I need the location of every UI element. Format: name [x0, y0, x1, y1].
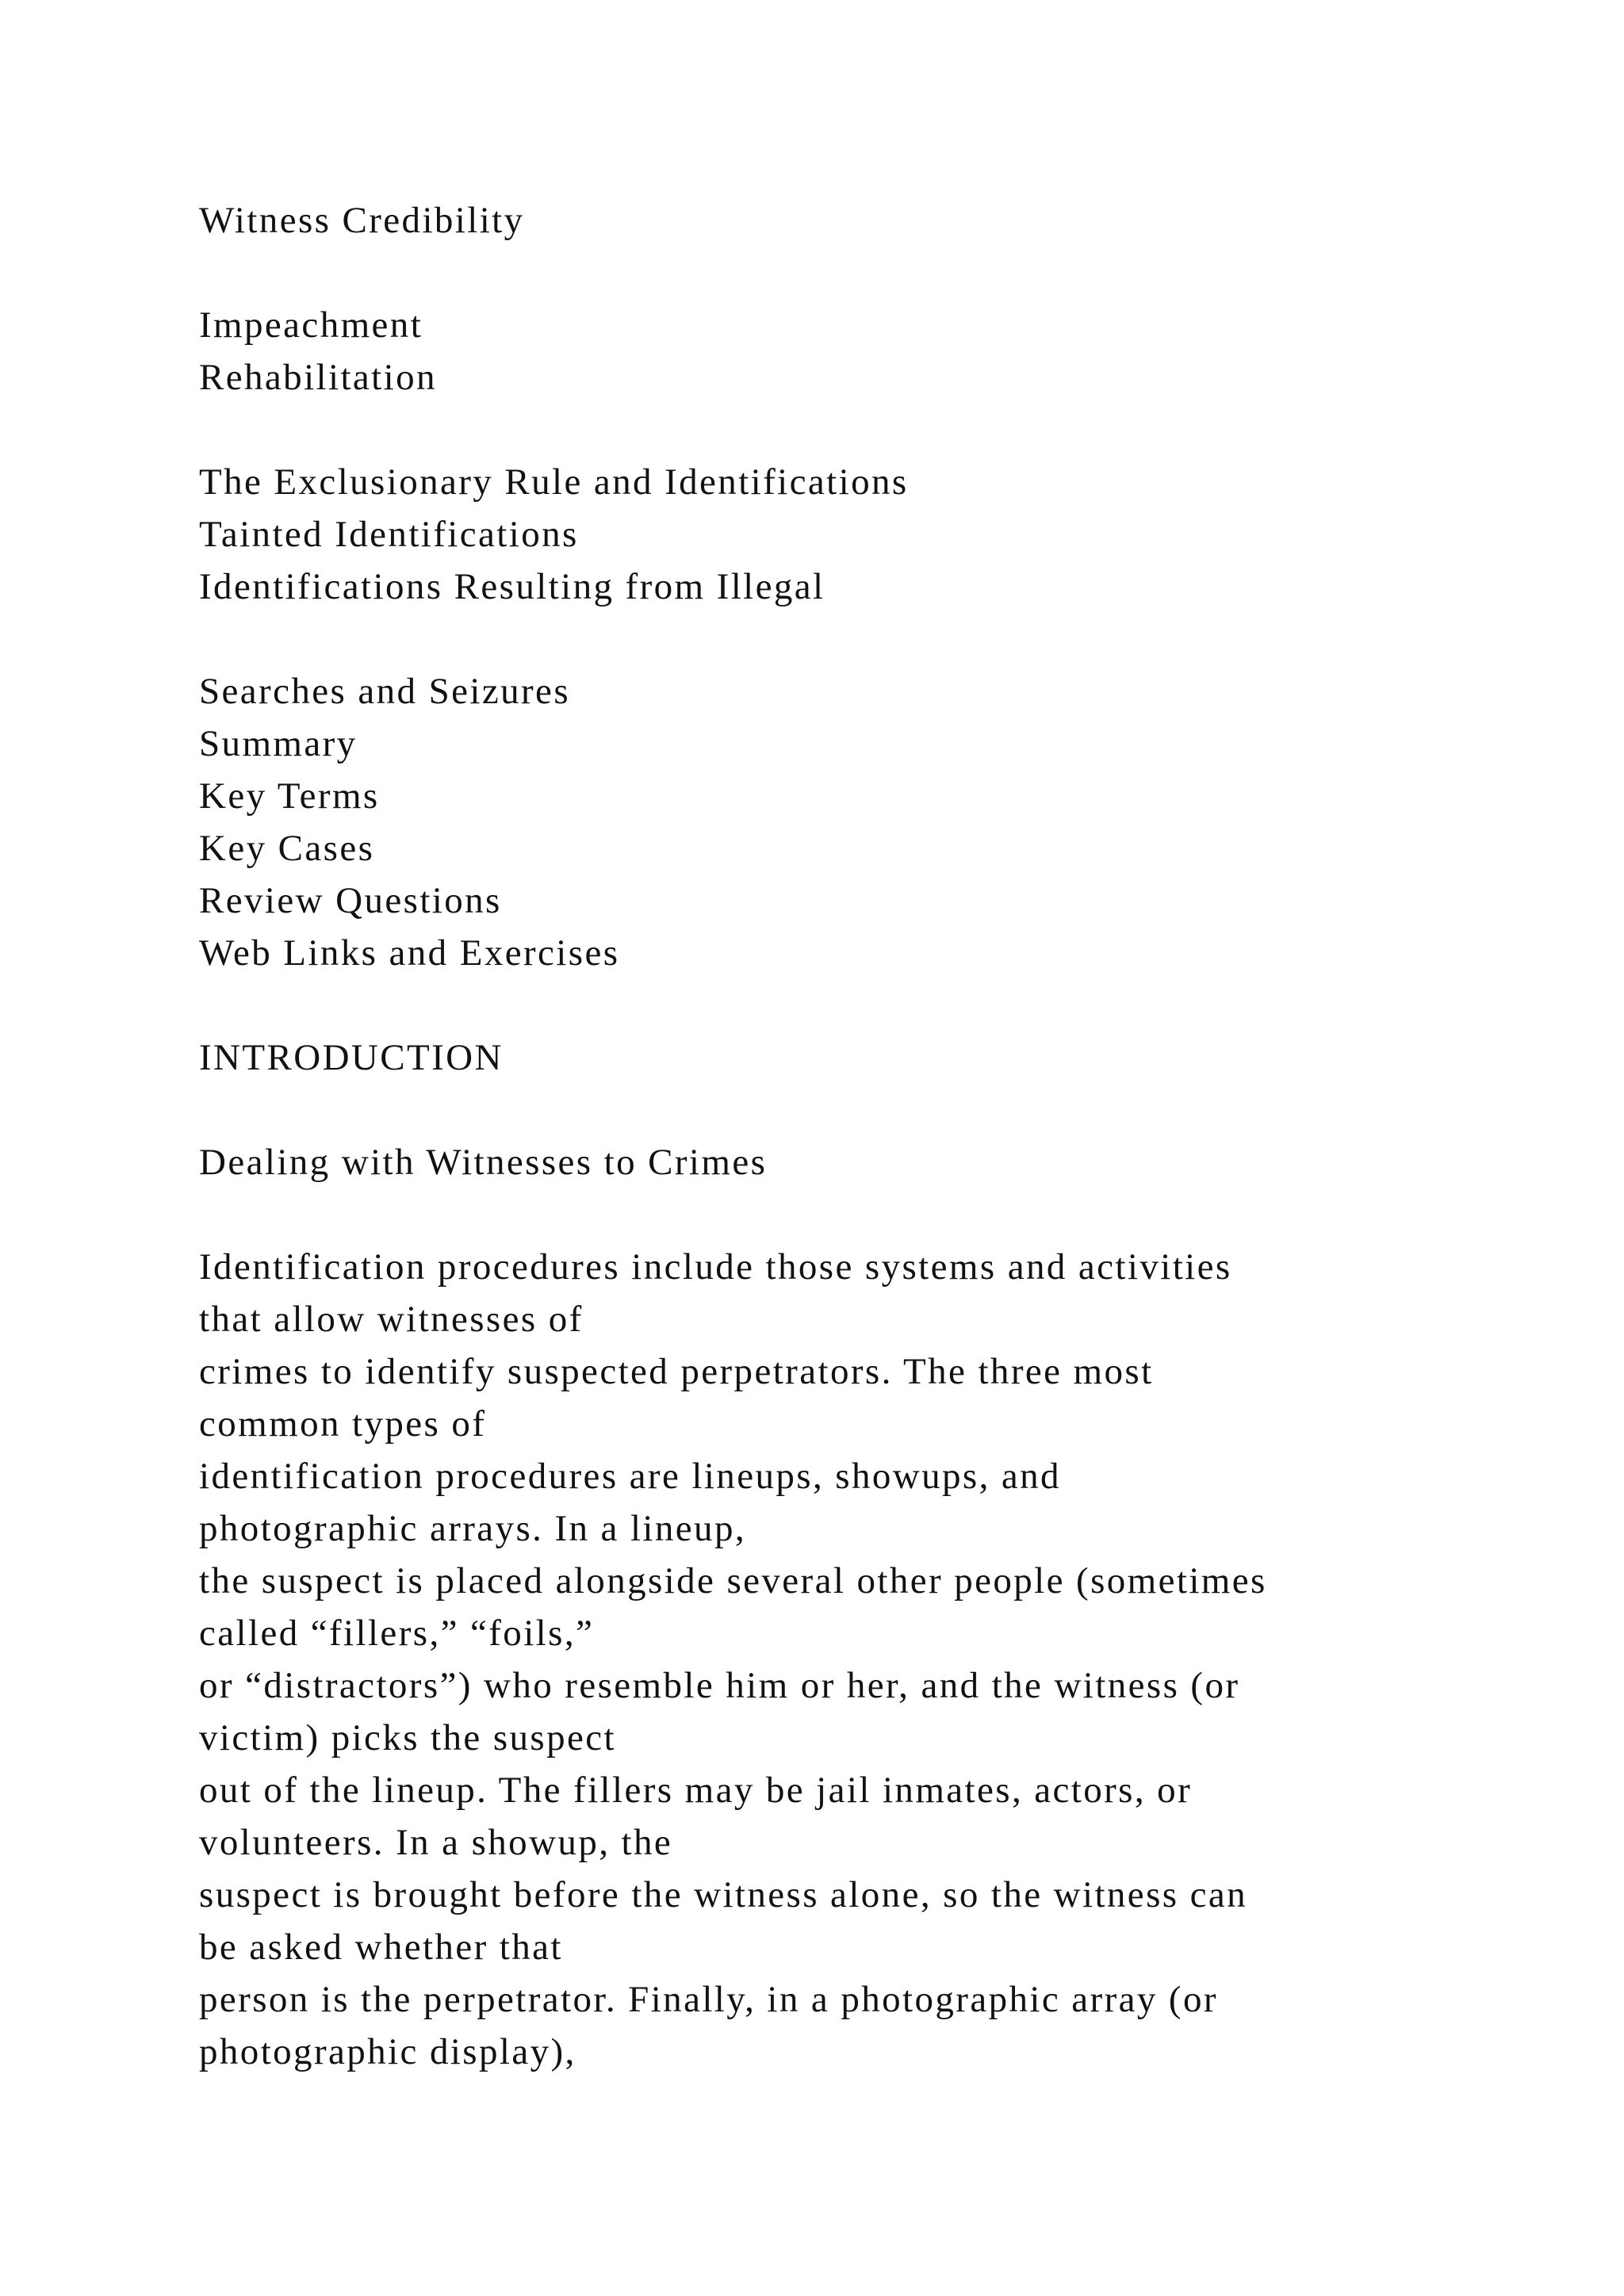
toc-tainted-identifications: Tainted Identifications — [199, 514, 579, 555]
paragraph-line: crimes to identify suspected perpetrators. The three most — [199, 1351, 1154, 1392]
paragraph-line: common types of — [199, 1403, 487, 1445]
paragraph-line: photographic display), — [199, 2031, 576, 2072]
toc-review-questions: Review Questions — [199, 880, 502, 921]
introduction-heading: INTRODUCTION — [199, 1037, 504, 1078]
paragraph-line: victim) picks the suspect — [199, 1717, 616, 1758]
toc-web-links: Web Links and Exercises — [199, 932, 620, 974]
paragraph-line: identification procedures are lineups, showups, and — [199, 1456, 1061, 1497]
toc-impeachment: Impeachment — [199, 304, 423, 346]
paragraph-line: out of the lineup. The fillers may be jail inmates, actors, or — [199, 1770, 1193, 1811]
paragraph-line: be asked whether that — [199, 1927, 563, 1968]
body-paragraph — [199, 1241, 1547, 2078]
paragraph-line: person is the perpetrator. Finally, in a photographic array (or — [199, 1979, 1218, 2020]
toc-key-terms: Key Terms — [199, 775, 380, 817]
paragraph-line: photographic arrays. In a lineup, — [199, 1508, 746, 1549]
toc-witness-credibility: Witness Credibility — [199, 200, 525, 241]
paragraph-line: that allow witnesses of — [199, 1299, 584, 1340]
paragraph-line: or “distractors”) who resemble him or her, and the witness (or — [199, 1665, 1240, 1706]
section-heading: Dealing with Witnesses to Crimes — [199, 1142, 768, 1183]
toc-searches-seizures: Searches and Seizures — [199, 671, 571, 712]
toc-exclusionary-rule: The Exclusionary Rule and Identifications — [199, 461, 909, 503]
blank-line — [199, 613, 1547, 665]
paragraph-line: volunteers. In a showup, the — [199, 1822, 673, 1863]
toc-summary: Summary — [199, 723, 358, 764]
blank-line — [199, 1084, 1547, 1136]
blank-line — [199, 247, 1547, 299]
document-body — [199, 194, 1547, 2078]
toc-identifications-illegal: Identifications Resulting from Illegal — [199, 566, 825, 607]
toc-rehabilitation: Rehabilitation — [199, 357, 437, 398]
blank-line — [199, 404, 1547, 456]
blank-line — [199, 979, 1547, 1031]
paragraph-line: called “fillers,” “foils,” — [199, 1613, 595, 1654]
paragraph-line: suspect is brought before the witness alone, so the witness can — [199, 1874, 1248, 1915]
paragraph-line: the suspect is placed alongside several other people (sometimes — [199, 1560, 1267, 1601]
paragraph-line: Identification procedures include those systems and activities — [199, 1246, 1232, 1288]
blank-line — [199, 1188, 1547, 1241]
toc-key-cases: Key Cases — [199, 828, 375, 869]
